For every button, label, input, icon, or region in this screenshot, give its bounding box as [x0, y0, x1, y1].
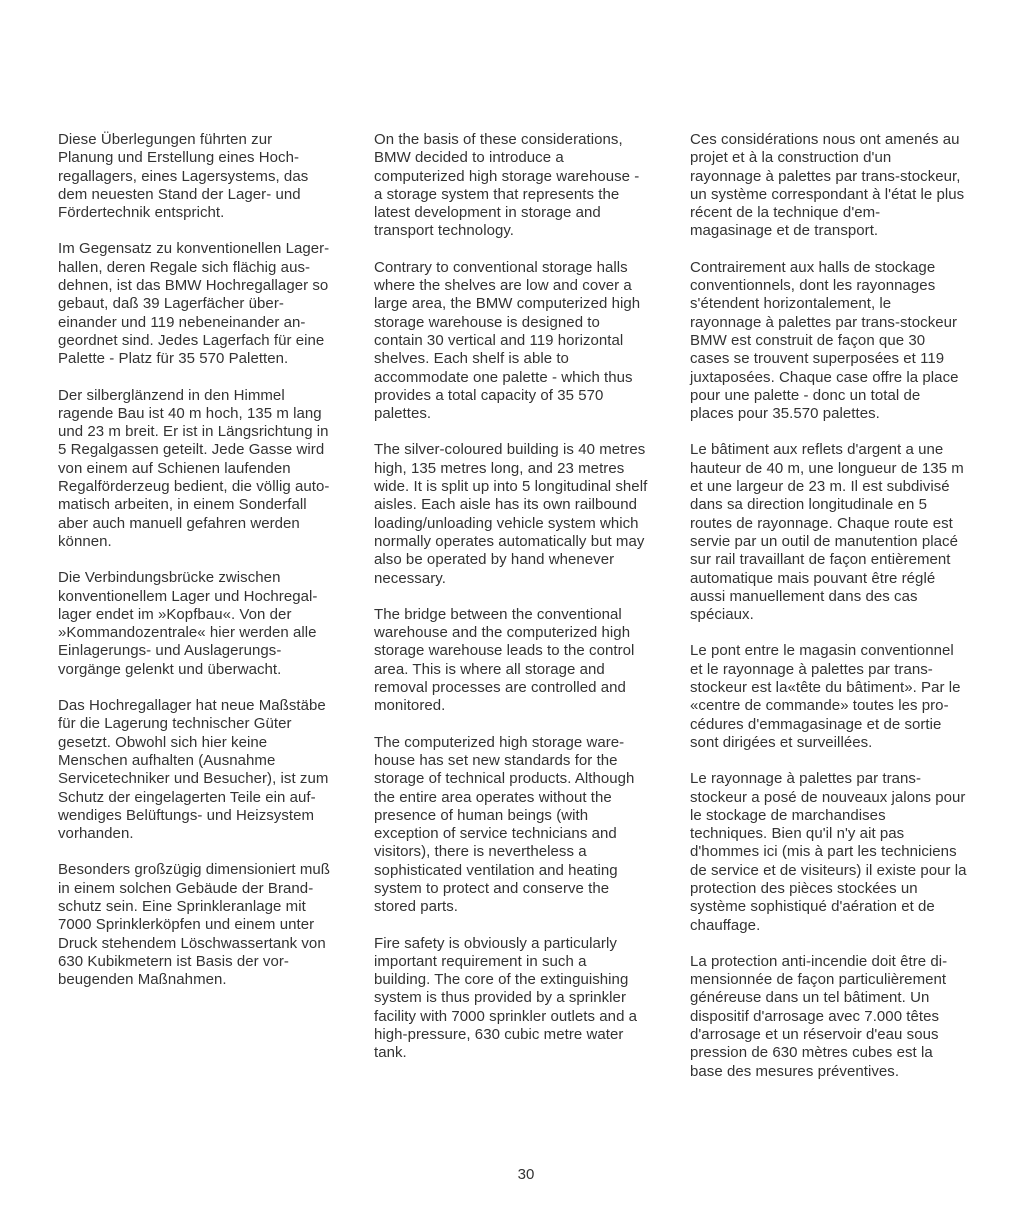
french-paragraph-2: Contrairement aux halls de stockage conventionnels, dont les rayonnages s'étendent horizontalement, le rayonnage à palettes par trans-stockeur BMW est construit de façon que 30 cases se trouvent superposées et 119 juxtaposées. Chaque case offre la place pour une palette - donc un total de places pour 35.570 palettes. [690, 258, 959, 423]
french-paragraph-4: Le pont entre le magasin conventionnel et le rayonnage à palettes par trans- stockeur est la«tête du bâtiment». Par le «centre de commande» toutes les pro- cédures d'emmagasinage et de sortie sont dirigées et surveillées. [690, 642, 961, 751]
german-column [58, 131, 350, 1007]
german-paragraph-6: Besonders großzügig dimensioniert muß in einem solchen Gebäude der Brand- schutz sein. Eine Sprinkleranlage mit 7000 Sprinklerköpfen und einem unter Druck stehendem Löschwassertank von 630 Kubikmetern ist Basis der vor- beugenden Maßnahmen. [58, 861, 330, 989]
french-paragraph-3: Le bâtiment aux reflets d'argent a une hauteur de 40 m, une longueur de 135 m et une largeur de 23 m. Il est subdivisé dans sa direction longitudinale en 5 routes de rayonnage. Chaque route est servie par un outil de manutention placé sur rail travaillant de façon entièrement automatique mais pouvant être réglé aussi manuellement dans des cas spéciaux. [690, 441, 964, 624]
german-paragraph-2: Im Gegensatz zu konventionellen Lager- hallen, deren Regale sich flächig aus- dehnen, ist das BMW Hochregallager so gebaut, daß 39 Lagerfächer über- einander und 119 nebeneinander an- geordnet sind. Jedes Lagerfach für eine Palette - Platz für 35 570 Paletten. [58, 240, 330, 368]
english-paragraph-2: Contrary to conventional storage halls where the shelves are low and cover a large area, the BMW computerized high storage warehouse is designed to contain 30 vertical and 119 horizontal shelves. Each shelf is able to accommodate one palette - which thus provides a total capacity of 35 570 palettes. [374, 258, 641, 423]
english-paragraph-1: On the basis of these considerations, BMW decided to introduce a computerized high storage warehouse - a storage system that represents the latest development in storage and transport technology. [374, 131, 640, 240]
german-paragraph-1: Diese Überlegungen führten zur Planung und Erstellung eines Hoch- regallagers, eines Lagersystems, das dem neuesten Stand der Lager- und Fördertechnik entspricht. [58, 131, 309, 222]
french-column [690, 131, 988, 1099]
page-number: 30 [517, 1166, 535, 1183]
german-paragraph-3: Der silberglänzend in den Himmel ragende Bau ist 40 m hoch, 135 m lang und 23 m breit. Er ist in Längsrichtung in 5 Regalgassen geteilt. Jede Gasse wird von einem auf Schienen laufenden Regalförderzeug bedient, die völlig auto- matisch arbeiten, in einem Sonderfall aber auch manuell gefahren werden können. [58, 386, 330, 550]
english-paragraph-3: The silver-coloured building is 40 metres high, 135 metres long, and 23 metres wide. It is split up into 5 longitudinal shelf aisles. Each aisle has its own railbound loading/unloading vehicle system which normally operates automatically but may also be operated by hand whenever necessary. [374, 441, 648, 587]
french-paragraph-6: La protection anti-incendie doit être di- mensionnée de façon particulièrement généreuse dans un tel bâtiment. Un dispositif d'arrosage avec 7.000 têtes d'arrosage et un réservoir d'eau sous pression de 630 mètres cubes est la base des mesures préventives. [690, 952, 948, 1080]
english-paragraph-4: The bridge between the conventional warehouse and the computerized high storage warehouse leads to the control area. This is where all storage and removal processes are controlled and monitored. [374, 605, 635, 715]
french-paragraph-5: Le rayonnage à palettes par trans- stockeur a posé de nouveaux jalons pour le stockage de marchandises techniques. Bien qu'il n'y ait pas d'hommes ici (mis à part les techniciens de service et de visiteurs) il existe pour la protection des pièces stockées un système sophistiqué d'aération et de chauffage. [690, 770, 967, 934]
english-paragraph-6: Fire safety is obviously a particularly important requirement in such a building. The core of the extinguishing system is thus provided by a sprinkler facility with 7000 sprinkler outlets and a high-pressure, 630 cubic metre water tank. [374, 934, 638, 1062]
german-paragraph-4: Die Verbindungsbrücke zwischen konventionellem Lager und Hochregal- lager endet im »Kopfbau«. Von der »Kommandozentrale« hier werden alle Einlagerungs- und Auslagerungs- vorgänge gelenkt und überwacht. [58, 569, 318, 678]
english-column [374, 131, 666, 1081]
french-paragraph-1: Ces considérations nous ont amenés au projet et à la construction d'un rayonnage à palettes par trans-stockeur, un système correspondant à l'état le plus récent de la technique d'em- magasinage et de transport. [690, 131, 965, 240]
english-paragraph-5: The computerized high storage ware- house has set new standards for the storage of technical products. Although the entire area operates without the presence of human beings (with exception of service technicians and visitors), there is nevertheless a sophisticated ventilation and heating system to protect and conserve the stored parts. [374, 733, 635, 916]
german-paragraph-5: Das Hochregallager hat neue Maßstäbe für die Lagerung technischer Güter gesetzt. Obwohl sich hier keine Menschen aufhalten (Ausnahme Servicetechniker und Besucher), ist zum Schutz der eingelagerten Teile ein auf- wendiges Belüftungs- und Heizsystem vorhanden. [58, 697, 329, 843]
